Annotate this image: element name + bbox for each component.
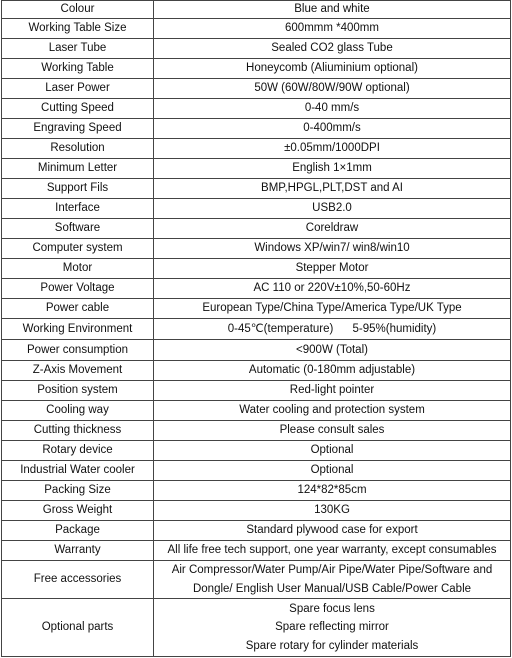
spec-table (1, 0, 511, 657)
table-row (2, 19, 511, 39)
spec-label: Packing Size (2, 481, 154, 501)
spec-table-body (2, 1, 511, 657)
spec-label: Engraving Speed (2, 119, 154, 139)
spec-label: Warranty (2, 541, 154, 561)
spec-value: 0-400mm/s (154, 119, 511, 139)
spec-label: Laser Tube (2, 39, 154, 59)
table-row (2, 59, 511, 79)
spec-label: Power cable (2, 299, 154, 319)
spec-value: AC 110 or 220V±10%,50-60Hz (154, 279, 511, 299)
table-row (2, 481, 511, 501)
table-row (2, 340, 511, 361)
spec-value: Windows XP/win7/ win8/win10 (154, 239, 511, 259)
table-row (2, 199, 511, 219)
spec-label: Z-Axis Movement (2, 361, 154, 381)
optional-parts-line: Spare focus lens (289, 602, 375, 615)
table-row (2, 159, 511, 179)
table-row (2, 319, 511, 340)
table-row (2, 421, 511, 441)
spec-label: Cutting Speed (2, 99, 154, 119)
spec-value: European Type/China Type/America Type/UK Type (154, 299, 511, 319)
free-accessories-label: Free accessories (2, 561, 154, 599)
spec-value: English 1×1mm (154, 159, 511, 179)
spec-label: Gross Weight (2, 501, 154, 521)
spec-label: Working Table (2, 59, 154, 79)
table-row (2, 599, 511, 657)
table-row (2, 279, 511, 299)
table-row (2, 239, 511, 259)
optional-parts-label: Optional parts (2, 599, 154, 657)
spec-value: Sealed CO2 glass Tube (154, 39, 511, 59)
spec-label: Working Environment (2, 319, 154, 340)
spec-value: ±0.05mm/1000DPI (154, 139, 511, 159)
table-row (2, 461, 511, 481)
spec-label: Software (2, 219, 154, 239)
table-row (2, 179, 511, 199)
table-row (2, 361, 511, 381)
spec-value: Optional (154, 461, 511, 481)
table-row (2, 501, 511, 521)
spec-value: Red-light pointer (154, 381, 511, 401)
spec-value: <900W (Total) (154, 340, 511, 361)
spec-value: 130KG (154, 501, 511, 521)
spec-value: Blue and white (154, 1, 511, 19)
spec-label: Laser Power (2, 79, 154, 99)
spec-value: All life free tech support, one year warranty, except consumables (154, 541, 511, 561)
spec-value: 600mmm *400mm (154, 19, 511, 39)
table-row (2, 561, 511, 599)
table-row (2, 99, 511, 119)
table-row (2, 381, 511, 401)
spec-label: Industrial Water cooler (2, 461, 154, 481)
spec-label: Working Table Size (2, 19, 154, 39)
spec-value: Please consult sales (154, 421, 511, 441)
spec-label: Resolution (2, 139, 154, 159)
spec-value: 0-45℃(temperature) 5-95%(humidity) (154, 319, 511, 340)
spec-label: Support Fils (2, 179, 154, 199)
table-row (2, 79, 511, 99)
spec-label: Package (2, 521, 154, 541)
table-row (2, 219, 511, 239)
spec-value: USB2.0 (154, 199, 511, 219)
spec-value: Optional (154, 441, 511, 461)
spec-label: Colour (2, 1, 154, 19)
spec-label: Rotary device (2, 441, 154, 461)
spec-value: 0-40 mm/s (154, 99, 511, 119)
spec-value: Coreldraw (154, 219, 511, 239)
optional-parts-line: Spare rotary for cylinder materials (245, 639, 419, 652)
optional-parts-value (154, 599, 511, 657)
spec-label: Minimum Letter (2, 159, 154, 179)
table-row (2, 299, 511, 319)
spec-value: Honeycomb (Aliuminium optional) (154, 59, 511, 79)
table-row (2, 401, 511, 421)
spec-value: Water cooling and protection system (154, 401, 511, 421)
table-row (2, 541, 511, 561)
free-accessories-line: Air Compressor/Water Pump/Air Pipe/Water Pipe/Software and (171, 564, 493, 576)
spec-label: Computer system (2, 239, 154, 259)
table-row (2, 139, 511, 159)
spec-label: Position system (2, 381, 154, 401)
free-accessories-value (154, 561, 511, 599)
free-accessories-line: Dongle/ English User Manual/USB Cable/Power Cable (192, 582, 472, 595)
spec-label: Motor (2, 259, 154, 279)
spec-value: BMP,HPGL,PLT,DST and AI (154, 179, 511, 199)
table-row (2, 1, 511, 19)
table-row (2, 521, 511, 541)
table-row (2, 259, 511, 279)
spec-value: Automatic (0-180mm adjustable) (154, 361, 511, 381)
spec-value: Stepper Motor (154, 259, 511, 279)
spec-label: Power Voltage (2, 279, 154, 299)
spec-value: 124*82*85cm (154, 481, 511, 501)
spec-label: Cooling way (2, 401, 154, 421)
spec-value: Standard plywood case for export (154, 521, 511, 541)
spec-value: 50W (60W/80W/90W optional) (154, 79, 511, 99)
spec-label: Cutting thickness (2, 421, 154, 441)
spec-label: Power consumption (2, 340, 154, 361)
spec-label: Interface (2, 199, 154, 219)
table-row (2, 119, 511, 139)
table-row (2, 441, 511, 461)
optional-parts-line: Spare reflecting mirror (275, 621, 389, 634)
table-row (2, 39, 511, 59)
